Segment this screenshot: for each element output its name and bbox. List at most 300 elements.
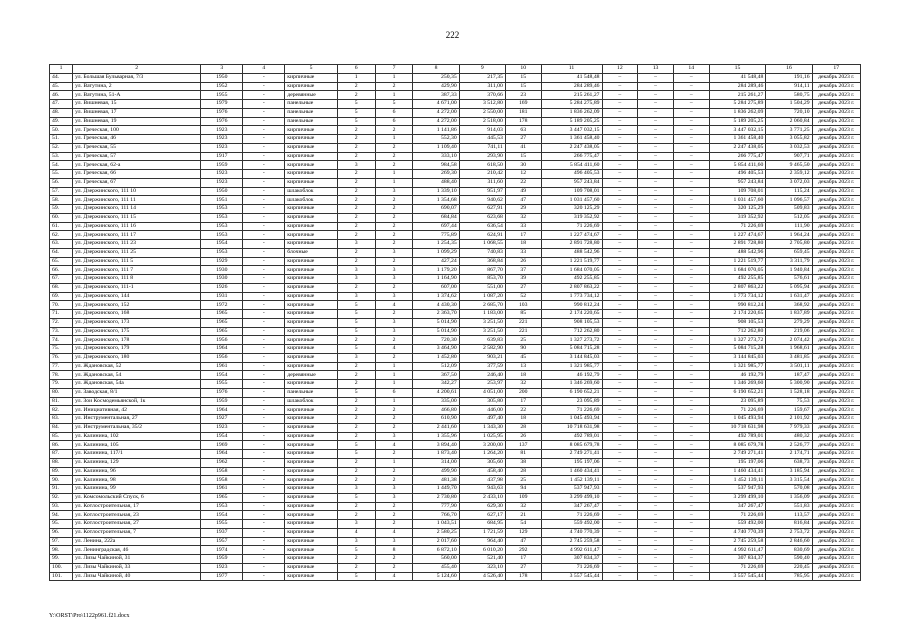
completion-date-cell: декабрь 2023 г. bbox=[812, 502, 860, 511]
col-13-cell: – bbox=[638, 178, 674, 187]
col-4-cell: - bbox=[243, 257, 285, 266]
row-number-cell: 76. bbox=[50, 353, 73, 362]
col-14-cell: – bbox=[673, 380, 709, 389]
total-area-cell: 429,90 bbox=[413, 82, 459, 91]
cost-15-cell: 1 452 139,11 bbox=[709, 476, 766, 485]
total-cost-cell: 4 740 770,39 bbox=[541, 528, 602, 537]
col-12-cell: – bbox=[602, 240, 638, 249]
col-4-cell: - bbox=[243, 73, 285, 82]
cost-15-cell: 712 262,80 bbox=[709, 327, 766, 336]
row-number-cell: 51. bbox=[50, 135, 73, 144]
table-row bbox=[50, 292, 861, 301]
completion-date-cell: декабрь 2023 г. bbox=[812, 511, 860, 520]
table-row bbox=[50, 353, 861, 362]
table-row bbox=[50, 441, 861, 450]
col-12-cell: – bbox=[602, 371, 638, 380]
wall-material-cell: кирпичные bbox=[285, 310, 338, 319]
floors-cell: 5 bbox=[337, 100, 375, 109]
address-cell: ул. Вишневая, 19 bbox=[73, 117, 201, 126]
completion-date-cell: декабрь 2023 г. bbox=[812, 537, 860, 546]
cost-per-m2-cell: 1 096,57 bbox=[766, 196, 812, 205]
table-row bbox=[50, 555, 861, 564]
col-12-cell: – bbox=[602, 388, 638, 397]
cost-per-m2-cell: 1 940,84 bbox=[766, 266, 812, 275]
address-cell: ул. Ждановская, 54а bbox=[73, 380, 201, 389]
entrances-cell: 2 bbox=[375, 82, 413, 91]
cost-15-cell: 2 749 271,41 bbox=[709, 450, 766, 459]
floors-cell: 2 bbox=[337, 248, 375, 257]
column-number-header: 14 bbox=[673, 65, 709, 74]
address-cell: ул. Котлостроительная, 7 bbox=[73, 528, 201, 537]
table-row bbox=[50, 73, 861, 82]
address-cell: ул. Зои Космодемьянской, 1к bbox=[73, 397, 201, 406]
col-14-cell: – bbox=[673, 310, 709, 319]
col-14-cell: – bbox=[673, 511, 709, 520]
col-4-cell: - bbox=[243, 135, 285, 144]
entrances-cell: 2 bbox=[375, 257, 413, 266]
build-year-cell: 1954 bbox=[201, 432, 243, 441]
total-cost-cell: 195 197,06 bbox=[541, 458, 602, 467]
table-row bbox=[50, 485, 861, 494]
wall-material-cell: кирпичные bbox=[285, 82, 338, 91]
col-14-cell: – bbox=[673, 170, 709, 179]
cost-per-m2-cell: 3 055,82 bbox=[766, 135, 812, 144]
cost-15-cell: 492 255,85 bbox=[709, 275, 766, 284]
address-cell: ул. Дзержинского, 179 bbox=[73, 345, 201, 354]
address-cell: ул. Дзержинского, 175 bbox=[73, 327, 201, 336]
wall-material-cell: кирпичные bbox=[285, 528, 338, 537]
col-13-cell: – bbox=[638, 371, 674, 380]
build-year-cell: 1953 bbox=[201, 213, 243, 222]
wall-material-cell: шлакоблок bbox=[285, 196, 338, 205]
col-12-cell: – bbox=[602, 520, 638, 529]
floors-cell: 2 bbox=[337, 170, 375, 179]
total-cost-cell: 1 031 457,60 bbox=[541, 196, 602, 205]
entrances-cell: 1 bbox=[375, 170, 413, 179]
living-area-cell: 305,80 bbox=[459, 397, 505, 406]
living-area-cell: 210,42 bbox=[459, 170, 505, 179]
col-13-cell: – bbox=[638, 292, 674, 301]
total-cost-cell: 109 708,01 bbox=[541, 187, 602, 196]
col-4-cell: - bbox=[243, 170, 285, 179]
total-area-cell: 560,00 bbox=[413, 555, 459, 564]
col-13-cell: – bbox=[638, 108, 674, 117]
table-row bbox=[50, 415, 861, 424]
living-area-cell: 521,40 bbox=[459, 555, 505, 564]
col-12-cell: – bbox=[602, 336, 638, 345]
cost-per-m2-cell: 2 174,71 bbox=[766, 450, 812, 459]
col-4-cell: - bbox=[243, 563, 285, 572]
build-year-cell: 1923 bbox=[201, 170, 243, 179]
col-4-cell: - bbox=[243, 415, 285, 424]
column-number-header: 15 bbox=[709, 65, 766, 74]
col-13-cell: – bbox=[638, 380, 674, 389]
table-row bbox=[50, 397, 861, 406]
cost-15-cell: 2 891 728,80 bbox=[709, 240, 766, 249]
column-number-header: 16 bbox=[766, 65, 812, 74]
total-area-cell: 342,27 bbox=[413, 380, 459, 389]
col-12-cell: – bbox=[602, 415, 638, 424]
total-area-cell: 4 430,30 bbox=[413, 301, 459, 310]
living-area-cell: 853,70 bbox=[459, 275, 505, 284]
build-year-cell: 1976 bbox=[201, 108, 243, 117]
build-year-cell: 1917 bbox=[201, 152, 243, 161]
col-14-cell: – bbox=[673, 135, 709, 144]
table-row bbox=[50, 528, 861, 537]
col-4-cell: - bbox=[243, 423, 285, 432]
cost-15-cell: 1 221 519,77 bbox=[709, 257, 766, 266]
row-number-cell: 84. bbox=[50, 423, 73, 432]
total-area-cell: 314,00 bbox=[413, 458, 459, 467]
build-year-cell: 1953 bbox=[201, 248, 243, 257]
col-14-cell: – bbox=[673, 467, 709, 476]
col-12-cell: – bbox=[602, 178, 638, 187]
row-number-cell: 96. bbox=[50, 528, 73, 537]
row-number-cell: 71. bbox=[50, 310, 73, 319]
cost-per-m2-cell: 159,67 bbox=[766, 406, 812, 415]
cost-per-m2-cell: 570,08 bbox=[766, 485, 812, 494]
total-cost-cell: 307 834,37 bbox=[541, 555, 602, 564]
col-12-cell: – bbox=[602, 117, 638, 126]
living-area-cell: 951,97 bbox=[459, 187, 505, 196]
address-cell: ул. Лизы Чайкиной, 31 bbox=[73, 555, 201, 564]
col-12-cell: – bbox=[602, 380, 638, 389]
floors-cell: 3 bbox=[337, 292, 375, 301]
col-12-cell: – bbox=[602, 406, 638, 415]
residents-cell: 23 bbox=[505, 91, 541, 100]
floors-cell: 5 bbox=[337, 441, 375, 450]
wall-material-cell: кирпичные bbox=[285, 467, 338, 476]
build-year-cell: 1965 bbox=[201, 493, 243, 502]
living-area-cell: 246,40 bbox=[459, 371, 505, 380]
living-area-cell: 497,40 bbox=[459, 415, 505, 424]
wall-material-cell: панельные bbox=[285, 388, 338, 397]
total-area-cell: 269,30 bbox=[413, 170, 459, 179]
floors-cell: 2 bbox=[337, 563, 375, 572]
cost-per-m2-cell: 914,11 bbox=[766, 82, 812, 91]
cost-15-cell: 488 542,96 bbox=[709, 248, 766, 257]
completion-date-cell: декабрь 2023 г. bbox=[812, 493, 860, 502]
residents-cell: 90 bbox=[505, 345, 541, 354]
col-12-cell: – bbox=[602, 135, 638, 144]
col-13-cell: – bbox=[638, 231, 674, 240]
col-14-cell: – bbox=[673, 292, 709, 301]
col-4-cell: - bbox=[243, 388, 285, 397]
residents-cell: 18 bbox=[505, 371, 541, 380]
total-cost-cell: 41 548,48 bbox=[541, 73, 602, 82]
floors-cell: 2 bbox=[337, 511, 375, 520]
table-row bbox=[50, 537, 861, 546]
floors-cell: 2 bbox=[337, 135, 375, 144]
col-13-cell: – bbox=[638, 563, 674, 572]
build-year-cell: 1923 bbox=[201, 178, 243, 187]
cost-per-m2-cell: 785,95 bbox=[766, 572, 812, 581]
total-area-cell: 2 730,80 bbox=[413, 493, 459, 502]
cost-15-cell: 1 045 493,94 bbox=[709, 415, 766, 424]
cost-per-m2-cell: 115,24 bbox=[766, 187, 812, 196]
col-13-cell: – bbox=[638, 205, 674, 214]
row-number-cell: 100. bbox=[50, 563, 73, 572]
total-cost-cell: 1 836 262,09 bbox=[541, 108, 602, 117]
residents-cell: 81 bbox=[505, 450, 541, 459]
wall-material-cell: кирпичные bbox=[285, 441, 338, 450]
col-13-cell: – bbox=[638, 240, 674, 249]
col-14-cell: – bbox=[673, 248, 709, 257]
total-cost-cell: 1 452 139,11 bbox=[541, 476, 602, 485]
col-4-cell: - bbox=[243, 397, 285, 406]
completion-date-cell: декабрь 2023 г. bbox=[812, 555, 860, 564]
completion-date-cell: декабрь 2023 г. bbox=[812, 240, 860, 249]
completion-date-cell: декабрь 2023 г. bbox=[812, 266, 860, 275]
completion-date-cell: декабрь 2023 г. bbox=[812, 371, 860, 380]
table-row bbox=[50, 563, 861, 572]
completion-date-cell: декабрь 2023 г. bbox=[812, 441, 860, 450]
col-12-cell: – bbox=[602, 275, 638, 284]
completion-date-cell: декабрь 2023 г. bbox=[812, 520, 860, 529]
cost-15-cell: 1 684 070,05 bbox=[709, 266, 766, 275]
row-number-cell: 61. bbox=[50, 222, 73, 231]
address-cell: ул. Дзержинского, 144 bbox=[73, 292, 201, 301]
address-cell: ул. Ждановская, 54 bbox=[73, 371, 201, 380]
col-4-cell: - bbox=[243, 546, 285, 555]
entrances-cell: 2 bbox=[375, 231, 413, 240]
residents-cell: 94 bbox=[505, 485, 541, 494]
col-12-cell: – bbox=[602, 82, 638, 91]
col-14-cell: – bbox=[673, 327, 709, 336]
build-year-cell: 1956 bbox=[201, 353, 243, 362]
cost-15-cell: 1 321 985,77 bbox=[709, 362, 766, 371]
floors-cell: 2 bbox=[337, 231, 375, 240]
living-area-cell: 1 183,00 bbox=[459, 310, 505, 319]
col-13-cell: – bbox=[638, 572, 674, 581]
col-12-cell: – bbox=[602, 537, 638, 546]
completion-date-cell: декабрь 2023 г. bbox=[812, 205, 860, 214]
row-number-cell: 57. bbox=[50, 187, 73, 196]
cost-per-m2-cell: 2 074,42 bbox=[766, 336, 812, 345]
floors-cell: 2 bbox=[337, 178, 375, 187]
completion-date-cell: декабрь 2023 г. bbox=[812, 292, 860, 301]
floors-cell: 2 bbox=[337, 205, 375, 214]
column-number-header: 7 bbox=[375, 65, 413, 74]
living-area-cell: 293,90 bbox=[459, 152, 505, 161]
col-4-cell: - bbox=[243, 476, 285, 485]
cost-15-cell: 2 745 259,58 bbox=[709, 537, 766, 546]
table-row bbox=[50, 126, 861, 135]
address-cell: ул. Заводская, 8/1 bbox=[73, 388, 201, 397]
col-12-cell: – bbox=[602, 248, 638, 257]
address-cell: ул. Большая Бульварная, 7/3 bbox=[73, 73, 201, 82]
table-row bbox=[50, 196, 861, 205]
wall-material-cell: кирпичные bbox=[285, 476, 338, 485]
col-12-cell: – bbox=[602, 318, 638, 327]
completion-date-cell: декабрь 2023 г. bbox=[812, 152, 860, 161]
col-13-cell: – bbox=[638, 310, 674, 319]
cost-15-cell: 5 084 715,28 bbox=[709, 345, 766, 354]
residents-cell: 13 bbox=[505, 362, 541, 371]
residents-cell: 15 bbox=[505, 82, 541, 91]
total-cost-cell: 2 891 728,80 bbox=[541, 240, 602, 249]
living-area-cell: 3 200,00 bbox=[459, 441, 505, 450]
total-cost-cell: 1 045 493,94 bbox=[541, 415, 602, 424]
floors-cell: 3 bbox=[337, 353, 375, 362]
living-area-cell: 623,68 bbox=[459, 213, 505, 222]
col-4-cell: - bbox=[243, 336, 285, 345]
total-cost-cell: 712 262,80 bbox=[541, 327, 602, 336]
row-number-cell: 46. bbox=[50, 91, 73, 100]
total-area-cell: 777,90 bbox=[413, 502, 459, 511]
col-14-cell: – bbox=[673, 345, 709, 354]
col-14-cell: – bbox=[673, 336, 709, 345]
col-12-cell: – bbox=[602, 450, 638, 459]
column-number-header: 13 bbox=[638, 65, 674, 74]
entrances-cell: 1 bbox=[375, 458, 413, 467]
living-area-cell: 903,21 bbox=[459, 353, 505, 362]
floors-cell: 2 bbox=[337, 336, 375, 345]
build-year-cell: 1951 bbox=[201, 196, 243, 205]
total-area-cell: 4 272,00 bbox=[413, 117, 459, 126]
col-13-cell: – bbox=[638, 458, 674, 467]
col-12-cell: – bbox=[602, 432, 638, 441]
entrances-cell: 2 bbox=[375, 152, 413, 161]
table-row bbox=[50, 318, 861, 327]
entrances-cell: 2 bbox=[375, 467, 413, 476]
cost-per-m2-cell: 659,45 bbox=[766, 248, 812, 257]
living-area-cell: 627,17 bbox=[459, 511, 505, 520]
floors-cell: 2 bbox=[337, 397, 375, 406]
col-14-cell: – bbox=[673, 546, 709, 555]
total-area-cell: 610,90 bbox=[413, 415, 459, 424]
total-area-cell: 1 141,86 bbox=[413, 126, 459, 135]
col-12-cell: – bbox=[602, 213, 638, 222]
entrances-cell: 3 bbox=[375, 275, 413, 284]
cost-per-m2-cell: 2 101,92 bbox=[766, 415, 812, 424]
completion-date-cell: декабрь 2023 г. bbox=[812, 353, 860, 362]
col-14-cell: – bbox=[673, 406, 709, 415]
total-cost-cell: 537 947,93 bbox=[541, 485, 602, 494]
col-14-cell: – bbox=[673, 161, 709, 170]
cost-15-cell: 284 289,46 bbox=[709, 82, 766, 91]
cost-per-m2-cell: 5 300,90 bbox=[766, 380, 812, 389]
total-area-cell: 1 873,40 bbox=[413, 450, 459, 459]
build-year-cell: 1958 bbox=[201, 476, 243, 485]
living-area-cell: 1 264,20 bbox=[459, 450, 505, 459]
col-13-cell: – bbox=[638, 353, 674, 362]
total-cost-cell: 990 812,24 bbox=[541, 301, 602, 310]
total-cost-cell: 492 789,01 bbox=[541, 432, 602, 441]
total-cost-cell: 1 361 458,40 bbox=[541, 135, 602, 144]
col-12-cell: – bbox=[602, 266, 638, 275]
completion-date-cell: декабрь 2023 г. bbox=[812, 143, 860, 152]
col-12-cell: – bbox=[602, 511, 638, 520]
col-12-cell: – bbox=[602, 467, 638, 476]
cost-per-m2-cell: 3 032,53 bbox=[766, 143, 812, 152]
col-13-cell: – bbox=[638, 362, 674, 371]
col-13-cell: – bbox=[638, 91, 674, 100]
cost-per-m2-cell: 75,53 bbox=[766, 397, 812, 406]
living-area-cell: 305,60 bbox=[459, 458, 505, 467]
col-13-cell: – bbox=[638, 161, 674, 170]
column-number-header: 11 bbox=[541, 65, 602, 74]
row-number-cell: 74. bbox=[50, 336, 73, 345]
row-number-cell: 93. bbox=[50, 502, 73, 511]
floors-cell: 2 bbox=[337, 380, 375, 389]
address-cell: ул. Дзержинского, 168 bbox=[73, 310, 201, 319]
total-area-cell: 335,00 bbox=[413, 397, 459, 406]
wall-material-cell: кирпичные bbox=[285, 458, 338, 467]
floors-cell: 2 bbox=[337, 257, 375, 266]
cost-15-cell: 195 197,06 bbox=[709, 458, 766, 467]
col-14-cell: – bbox=[673, 485, 709, 494]
col-14-cell: – bbox=[673, 100, 709, 109]
total-area-cell: 1 374,62 bbox=[413, 292, 459, 301]
cost-per-m2-cell: 590,40 bbox=[766, 555, 812, 564]
floors-cell: 5 bbox=[337, 301, 375, 310]
table-row bbox=[50, 301, 861, 310]
completion-date-cell: декабрь 2023 г. bbox=[812, 222, 860, 231]
column-number-row bbox=[50, 65, 861, 74]
build-year-cell: 1923 bbox=[201, 143, 243, 152]
row-number-cell: 99. bbox=[50, 555, 73, 564]
entrances-cell: 2 bbox=[375, 205, 413, 214]
wall-material-cell: кирпичные bbox=[285, 353, 338, 362]
floors-cell: 1 bbox=[337, 73, 375, 82]
cost-per-m2-cell: 480,32 bbox=[766, 432, 812, 441]
col-14-cell: – bbox=[673, 301, 709, 310]
row-number-cell: 59. bbox=[50, 205, 73, 214]
table-row bbox=[50, 205, 861, 214]
wall-material-cell: кирпичные bbox=[285, 511, 338, 520]
address-cell: ул. Греческая, 100 bbox=[73, 126, 201, 135]
wall-material-cell: кирпичные bbox=[285, 572, 338, 581]
wall-material-cell: кирпичные bbox=[285, 563, 338, 572]
build-year-cell: 1979 bbox=[201, 100, 243, 109]
wall-material-cell: блочные bbox=[285, 248, 338, 257]
total-cost-cell: 1 460 434,41 bbox=[541, 467, 602, 476]
total-area-cell: 1 109,40 bbox=[413, 143, 459, 152]
completion-date-cell: декабрь 2023 г. bbox=[812, 275, 860, 284]
col-13-cell: – bbox=[638, 467, 674, 476]
col-12-cell: – bbox=[602, 91, 638, 100]
residents-cell: 18 bbox=[505, 240, 541, 249]
col-14-cell: – bbox=[673, 240, 709, 249]
table-row bbox=[50, 546, 861, 555]
address-cell: ул. Дзержинского, 111 7 bbox=[73, 266, 201, 275]
col-13-cell: – bbox=[638, 450, 674, 459]
col-12-cell: – bbox=[602, 73, 638, 82]
cost-per-m2-cell: 1 356,09 bbox=[766, 493, 812, 502]
residents-cell: 169 bbox=[505, 100, 541, 109]
residents-cell: 178 bbox=[505, 572, 541, 581]
total-cost-cell: 6 190 652,21 bbox=[541, 388, 602, 397]
col-14-cell: – bbox=[673, 187, 709, 196]
build-year-cell: 1930 bbox=[201, 266, 243, 275]
address-cell: ул. Котлостроительная, 27 bbox=[73, 520, 201, 529]
residents-cell: 49 bbox=[505, 187, 541, 196]
cost-15-cell: 8 085 679,78 bbox=[709, 441, 766, 450]
row-number-cell: 49. bbox=[50, 117, 73, 126]
living-area-cell: 253,97 bbox=[459, 380, 505, 389]
total-cost-cell: 71 226,69 bbox=[541, 406, 602, 415]
column-number-header: 5 bbox=[285, 65, 338, 74]
col-4-cell: - bbox=[243, 248, 285, 257]
address-cell: ул. Дзержинского, 173 bbox=[73, 318, 201, 327]
col-14-cell: – bbox=[673, 73, 709, 82]
total-cost-cell: 319 352,92 bbox=[541, 213, 602, 222]
floors-cell: 2 bbox=[337, 415, 375, 424]
file-path-footer: Y:\ORST\Pro\1122p961.f21.docx bbox=[49, 613, 130, 619]
living-area-cell: 914,03 bbox=[459, 126, 505, 135]
col-4-cell: - bbox=[243, 520, 285, 529]
